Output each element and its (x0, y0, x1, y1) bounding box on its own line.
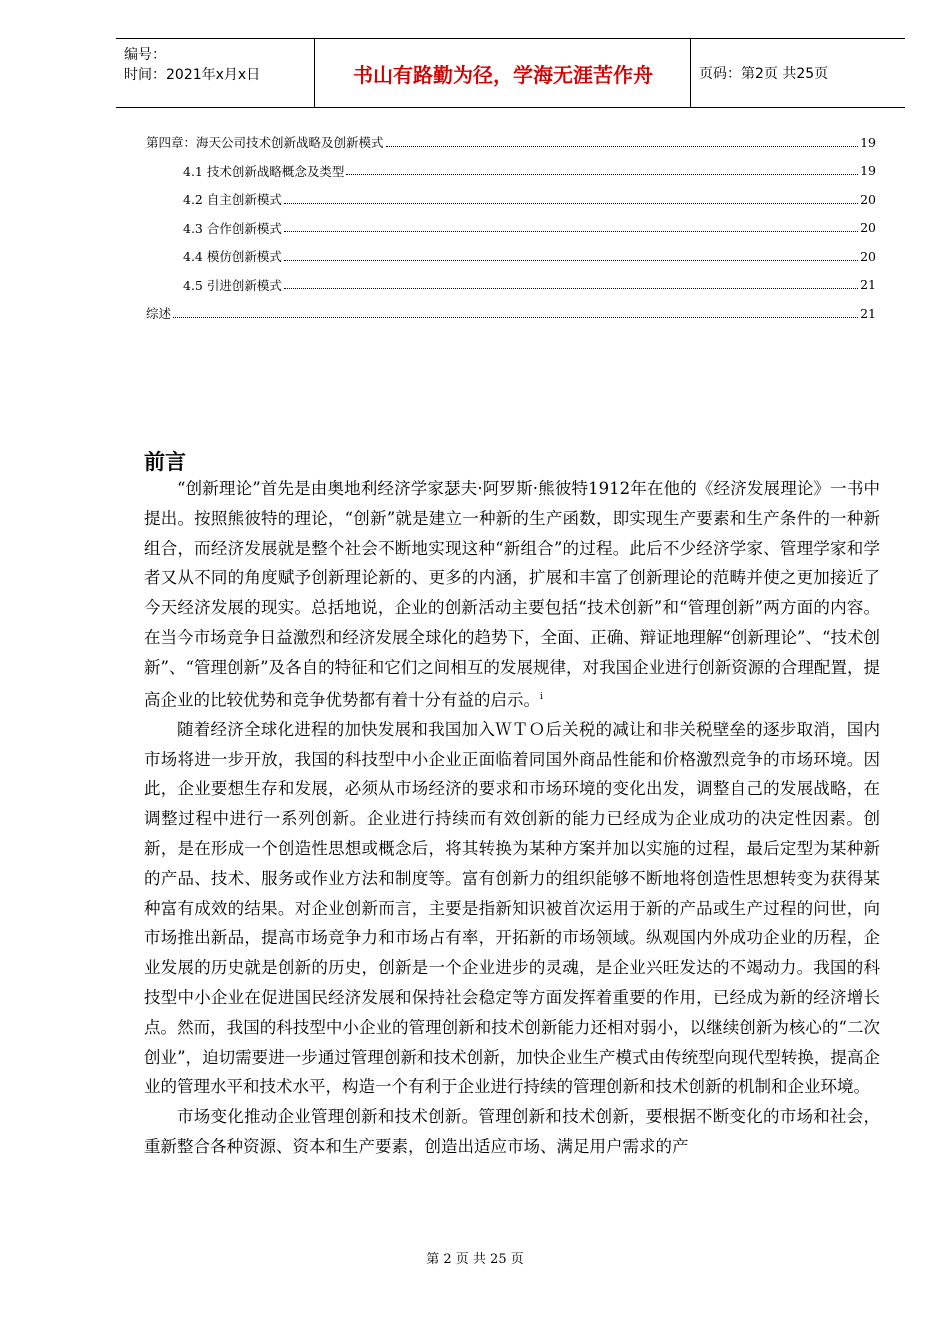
toc-row[interactable] (146, 128, 876, 157)
header-meta-cell (116, 39, 315, 107)
toc-leader (284, 203, 858, 204)
toc-label: 4.3 合作创新模式 (183, 220, 282, 236)
page-header (116, 38, 905, 108)
toc-leader (346, 174, 858, 175)
toc-page: 21 (860, 277, 876, 293)
paragraph (144, 474, 880, 715)
toc-leader (284, 231, 858, 232)
header-motto: 书山有路勤为径，学海无涯苦作舟 (316, 39, 691, 107)
toc-row[interactable] (146, 214, 876, 243)
section-title: 前言 (144, 450, 186, 474)
number-label: 编号： (124, 47, 166, 63)
toc-leader (386, 146, 859, 147)
toc-label: 第四章：海天公司技术创新战略及创新模式 (146, 135, 384, 151)
toc-leader (284, 288, 858, 289)
paragraph-text: “创新理论”首先是由奥地利经济学家瑟夫·阿罗斯·熊彼特1912年在他的《经济发展理论》一书中提出。按照熊彼特的理论，“创新”就是建立一种新的生产函数，即实现生产要素和生产条件的一种新组合，而经济发展就是整个社会不断地实现这种“新组合”的过程。此后不少经济学家、管理学家和学者又从不同的角度赋予创新理论新的、更多的内涵，扩展和丰富了创新理论的范畴并使之更加接近了今天经济发展的现实。总括地说，企业的创新活动主要包括“技术创新”和“管理创新”两方面的内容。在当今市场竞争日益激烈和经济发展全球化的趋势下，全面、正确、辩证地理解“创新理论”、“技术创新”、“管理创新”及各自的特征和它们之间相互的发展规律，对我国企业进行创新资源的合理配置，提高企业的比较优势和竞争优势都有着十分有益的启示。 (144, 479, 880, 710)
paragraph: 随着经济全球化进程的加快发展和我国加入ＷＴＯ后关税的减让和非关税壁垒的逐步取消，国内市场将进一步开放，我国的科技型中小企业正面临着同国外商品性能和价格激烈竞争的市场环境。因此，企业要想生存和发展，必须从市场经济的要求和市场环境的变化出发，调整自己的发展战略，在调整过程中进行一系列创新。企业进行持续而有效创新的能力已经成为企业成功的决定性因素。创新，是在形成一个创造性思想或概念后，将其转换为某种方案并加以实施的过程，最后定型为某种新的产品、技术、服务或作业方法和制度等。富有创新力的组织能够不断地将创造性思想转变为获得某种富有成效的结果。对企业创新而言，主要是指新知识被首次运用于新的产品或生产过程的问世，向市场推出新品，提高市场竞争力和市场占有率，开拓新的市场领域。纵观国内外成功企业的历程，企业发展的历史就是创新的历史，创新是一个企业进步的灵魂，是企业兴旺发达的不竭动力。我国的科技型中小企业在促进国民经济发展和保持社会稳定等方面发挥着重要的作用，已经成为新的经济增长点。然而，我国的科技型中小企业的管理创新和技术创新能力还相对弱小，以继续创新为核心的“二次创业”，迫切需要进一步通过管理创新和技术创新，加快企业生产模式由传统型向现代型转换，提高企业的管理水平和技术水平，构造一个有利于企业进行持续的管理创新和技术创新的机制和企业环境。 (144, 719, 880, 1097)
header-page-label: 页码：第2页 共25页 (699, 66, 829, 82)
toc-leader (284, 260, 858, 261)
toc-page: 20 (860, 248, 876, 264)
toc-label: 4.1 技术创新战略概念及类型 (183, 163, 345, 179)
toc-page: 20 (860, 220, 876, 236)
toc-page: 19 (860, 134, 876, 150)
toc-label: 4.5 引进创新模式 (183, 277, 282, 293)
paragraph: 市场变化推动企业管理创新和技术创新。管理创新和技术创新，要根据不断变化的市场和社会，重新整合各种资源、资本和生产要素，创造出适应市场、满足用户需求的产 (144, 1107, 880, 1157)
body-text (144, 474, 880, 1162)
toc-row[interactable] (146, 242, 876, 271)
toc-label: 4.2 自主创新模式 (183, 192, 282, 208)
toc-leader (173, 317, 858, 318)
table-of-contents (146, 128, 876, 328)
toc-page: 20 (860, 191, 876, 207)
footnote-marker[interactable]: i (540, 691, 543, 702)
page-footer: 第 2 页 共 25 页 (426, 1252, 524, 1267)
toc-page: 21 (860, 305, 876, 321)
toc-row[interactable] (146, 157, 876, 186)
toc-row[interactable] (146, 185, 876, 214)
toc-row[interactable] (146, 299, 876, 328)
toc-label: 综述 (146, 306, 172, 322)
toc-row[interactable] (146, 271, 876, 300)
toc-label: 4.4 模仿创新模式 (183, 249, 282, 265)
time-label: 时间：2021年x月x日 (124, 67, 261, 83)
toc-page: 19 (860, 163, 876, 179)
